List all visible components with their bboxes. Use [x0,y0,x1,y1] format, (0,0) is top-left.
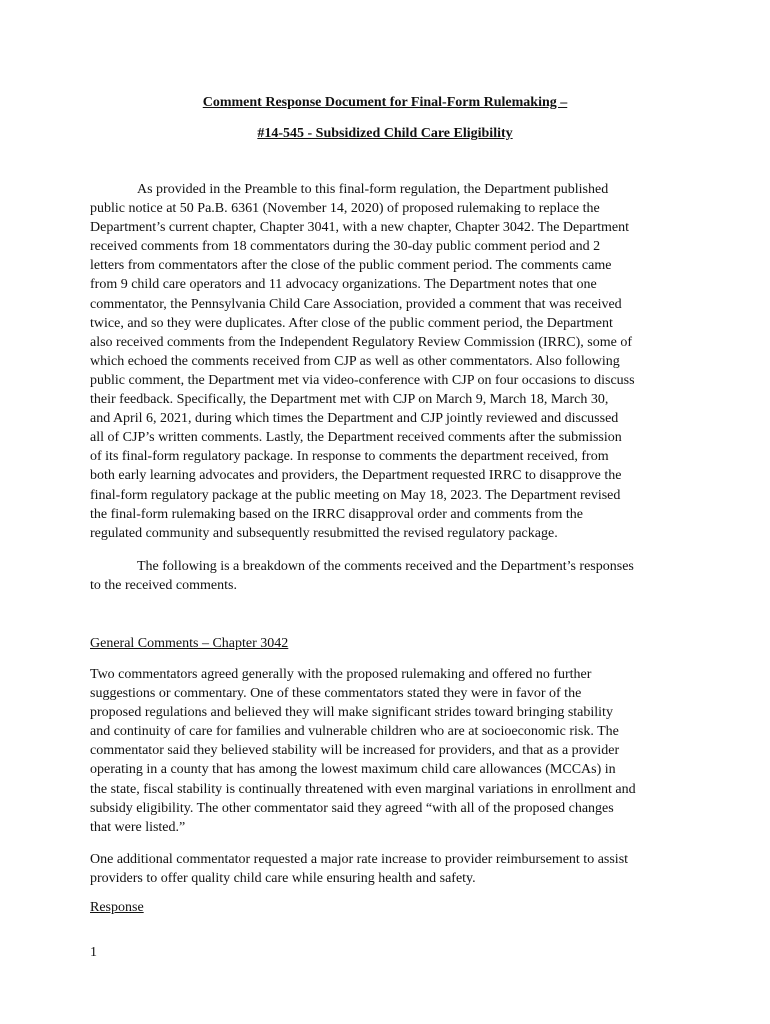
section-heading: General Comments – Chapter 3042 [90,636,289,651]
text-line: the final-form rulemaking based on the IRRC disapproval order and comments from the [90,506,583,522]
text-line: The following is a breakdown of the comments received and the Department’s responses [137,559,634,574]
document-title-line1: Comment Response Document for Final-Form Rulemaking – [202,95,568,110]
text-line: of its final-form regulatory package. In response to comments the department received, from [90,449,609,465]
breakdown-paragraph [90,557,690,595]
text-line: public notice at 50 Pa.B. 6361 (November 14, 2020) of proposed rulemaking to replace the [90,201,600,217]
text-line: also received comments from the Independent Regulatory Review Commission (IRRC), some of [90,334,632,350]
text-line: suggestions or commentary. One of these commentators stated they were in favor of the [90,686,582,702]
text-line: One additional commentator requested a major rate increase to provider reimbursement to assist [90,852,629,867]
response-heading: Response [90,900,144,915]
text-line: twice, and so they were duplicates. After close of the public comment period, the Department [90,315,613,331]
text-line: proposed regulations and believed they will make significant strides toward bringing stability [90,705,613,721]
text-line: providers to offer quality child care while ensuring health and safety. [90,871,476,887]
rate-increase-paragraph [90,850,690,888]
text-line: which echoed the comments received from CJP as well as other commentators. Also following [90,353,620,369]
text-line: that were listed.” [90,819,186,835]
text-line: all of CJP’s written comments. Lastly, the Department received comments after the submission [90,430,622,446]
text-line: public comment, the Department met via video-conference with CJP on four occasions to discuss [90,372,635,388]
text-line: letters from commentators after the close of the public comment period. The comments came [90,258,612,274]
general-comments-paragraph [90,665,690,837]
text-line: to the received comments. [90,578,237,594]
text-line: Two commentators agreed generally with the proposed rulemaking and offered no further [90,667,592,682]
page-number: 1 [90,945,97,960]
text-line: from 9 child care operators and 11 advocacy organizations. The Department notes that one [90,277,597,293]
text-line: commentator, the Pennsylvania Child Care Association, provided a comment that was received [90,296,622,312]
text-line: both early learning advocates and providers, the Department requested IRRC to disapprove the [90,468,622,484]
text-line: and April 6, 2021, during which times the Department and CJP jointly reviewed and discussed [90,411,619,427]
text-line: commentator said they believed stability will be increased for providers, and that as a provider [90,743,620,759]
text-line: the state, fiscal stability is continually threatened with even marginal variations in enrollment and [90,781,636,797]
text-line: and continuity of care for families and vulnerable children who are at socioeconomic risk. The [90,724,619,740]
text-line: operating in a county that has among the lowest maximum child care allowances (MCCAs) in [90,762,616,778]
text-line: their feedback. Specifically, the Department met with CJP on March 9, March 18, March 30, [90,392,609,408]
text-line: regulated community and subsequently resubmitted the revised regulatory package. [90,525,558,541]
text-line: As provided in the Preamble to this final-form regulation, the Department published [137,182,609,197]
text-line: received comments from 18 commentators during the 30-day public comment period and 2 [90,239,601,255]
intro-paragraph [90,180,690,543]
text-line: subsidy eligibility. The other commentator said they agreed “with all of the proposed changes [90,800,614,816]
document-title-line2: #14-545 - Subsidized Child Care Eligibility [257,126,513,141]
text-line: final-form regulatory package at the public meeting on May 18, 2023. The Department revised [90,487,621,503]
text-line: Department’s current chapter, Chapter 3041, with a new chapter, Chapter 3042. The Department [90,220,629,236]
